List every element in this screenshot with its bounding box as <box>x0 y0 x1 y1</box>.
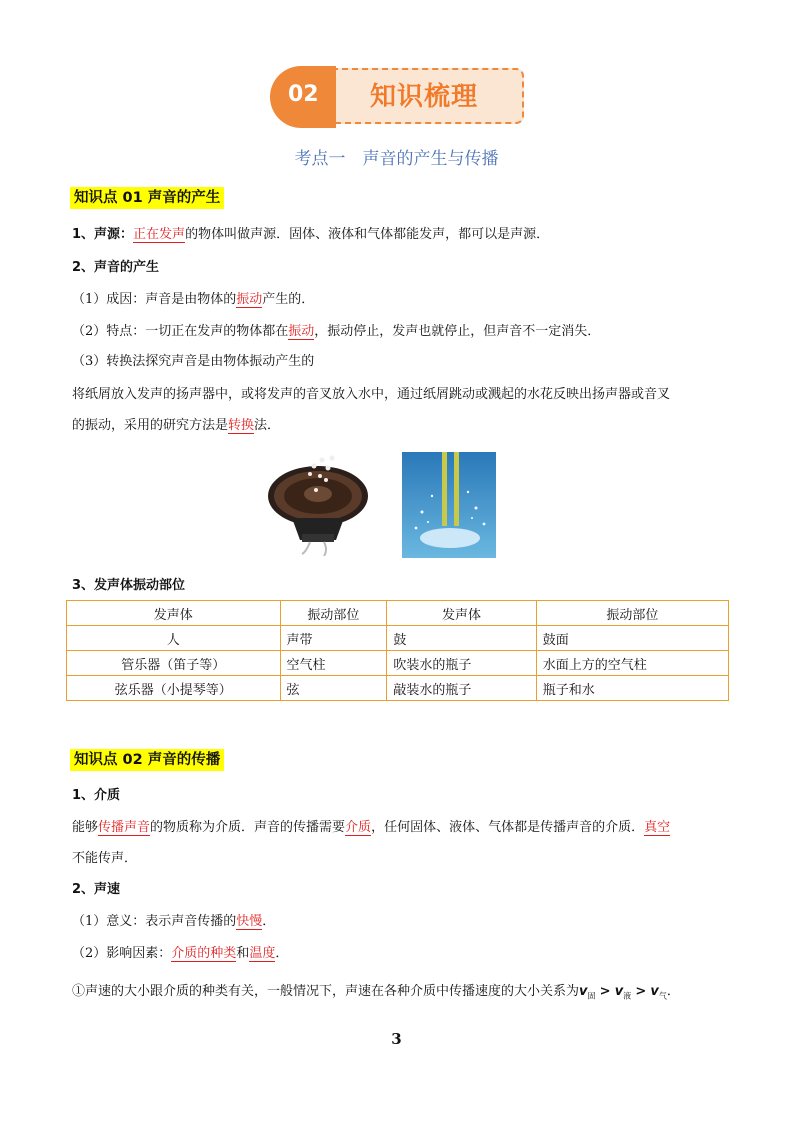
table-cell: 声带 <box>280 626 387 651</box>
kp1-p1: （1）成因：声音是由物体的振动产生的． <box>72 292 315 307</box>
kp2-v1: （1）意义：表示声音传播的快慢． <box>72 914 276 929</box>
table-header: 振动部位 <box>280 601 387 626</box>
table-cell: 空气柱 <box>280 651 387 676</box>
table-cell: 弦 <box>280 676 387 701</box>
kp1-heading: 知识点 01 声音的产生 <box>70 186 224 207</box>
table-header: 振动部位 <box>536 601 728 626</box>
tuning-fork-image <box>402 452 496 558</box>
kp1-p2: （2）特点：一切正在发声的物体都在振动，振动停止，发声也就停止，但声音不一定消失． <box>72 324 601 339</box>
table-cell: 水面上方的空气柱 <box>536 651 728 676</box>
kp1-s2-label: 2、声音的产生 <box>72 260 160 275</box>
table-cell: 弦乐器（小提琴等） <box>67 676 281 701</box>
table-row <box>67 676 729 701</box>
kp2-m2: 不能传声． <box>72 851 138 866</box>
page-number: 3 <box>391 1030 402 1048</box>
table-header: 发声体 <box>67 601 281 626</box>
kp2-v3: ①声速的大小跟介质的种类有关，一般情况下，声速在各种介质中传播速度的大小关系为$v_固 > v_液 > v_气$． <box>72 984 680 1001</box>
kp2-v2: （2）影响因素：介质的种类和温度． <box>72 946 289 961</box>
kp1-s1: 1、声源：正在发声的物体叫做声源．固体、液体和气体都能发声，都可以是声源． <box>72 227 550 242</box>
section-subtitle: 考点一 声音的产生与传播 <box>294 149 499 169</box>
table-cell: 瓶子和水 <box>536 676 728 701</box>
table-cell: 吹装水的瓶子 <box>387 651 536 676</box>
badge-title: 知识梳理 <box>370 82 479 112</box>
kp2-m1: 能够传播声音的物质称为介质．声音的传播需要介质，任何固体、液体、气体都是传播声音的介质．真空 <box>72 820 671 835</box>
table-row <box>67 651 729 676</box>
table-cell: 人 <box>67 626 281 651</box>
badge-number: 02 <box>270 66 336 128</box>
vibration-table <box>66 600 729 701</box>
table-cell: 管乐器（笛子等） <box>67 651 281 676</box>
table-cell: 鼓 <box>387 626 536 651</box>
kp1-p3: （3）转换法探究声音是由物体振动产生的 <box>72 354 315 369</box>
section-badge <box>270 66 526 128</box>
table-header: 发声体 <box>387 601 536 626</box>
kp1-s3-label: 3、发声体振动部位 <box>72 578 186 593</box>
kp2-s2-label: 2、声速 <box>72 882 121 897</box>
table-row <box>67 626 729 651</box>
kp1-para1: 将纸屑放入发声的扬声器中，或将发声的音叉放入水中，通过纸屑跳动或溅起的水花反映出扬声器或音叉 <box>72 387 671 402</box>
kp1-para2: 的振动，采用的研究方法是转换法． <box>72 418 281 433</box>
table-cell: 鼓面 <box>536 626 728 651</box>
kp2-heading: 知识点 02 声音的传播 <box>70 748 224 769</box>
table-cell: 敲装水的瓶子 <box>387 676 536 701</box>
speaker-image <box>266 452 376 556</box>
kp2-s1-label: 1、介质 <box>72 788 121 803</box>
table-header-row <box>67 601 729 626</box>
